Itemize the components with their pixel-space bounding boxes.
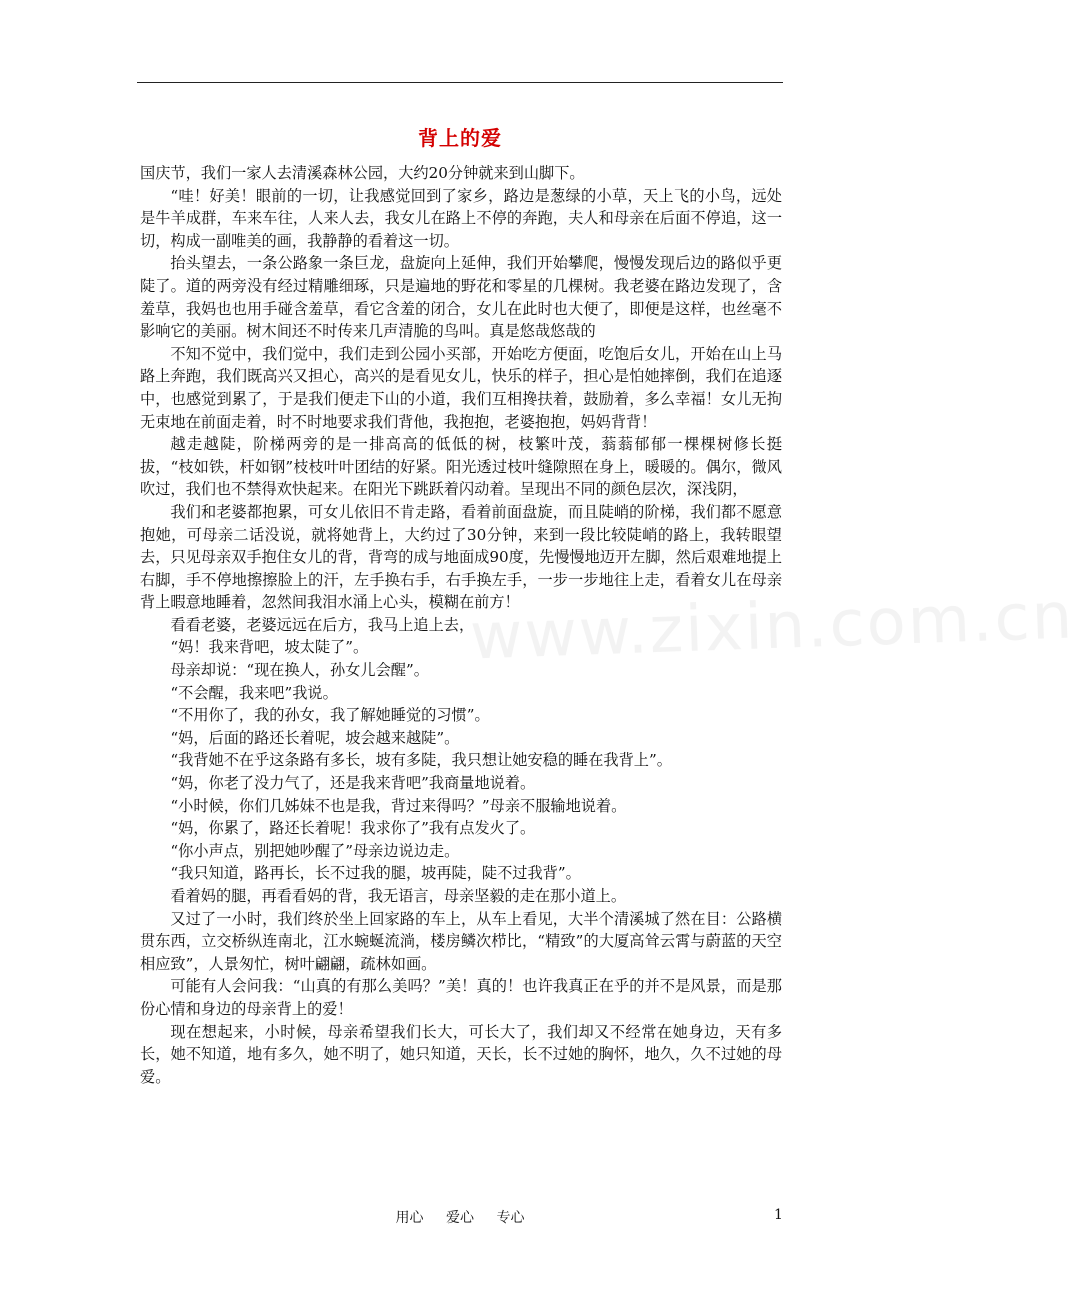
footer-motto: 用心 爱心 专心 (395, 1210, 525, 1226)
paragraph: 可能有人会问我：“山真的有那么美吗？”美！真的！也许我真正在乎的并不是风景，而是那份心情和身边的母亲背上的爱！ (140, 977, 782, 1018)
paragraph: 不知不觉中，我们觉中，我们走到公园小买部，开始吃方便面，吃饱后女儿，开始在山上马路上奔跑，我们既高兴又担心，高兴的是看见女儿，快乐的样子，担心是怕她摔倒，我们在追逐中，也感觉到累了，于是我们便走下山的小道，我们互相搀扶着，鼓励着，多么幸福！女儿无拘无束地在前面走着，时不时地要求我们背他，我抱抱，老婆抱抱，妈妈背背！ (140, 344, 782, 431)
paragraph: “妈，你老了没力气了，还是我来背吧”我商量地说着。 (170, 774, 536, 793)
paragraph: 母亲却说：“现在换人，孙女儿会醒”。 (170, 661, 429, 680)
paragraph: “你小声点，别把她吵醒了”母亲边说边走。 (170, 841, 460, 860)
paragraph: “妈，你累了，路还长着呢！我求你了”我有点发火了。 (170, 819, 536, 838)
paragraph: “我只知道，路再长，长不过我的腿，坡再陡，陡不过我背”。 (170, 864, 581, 883)
paragraph: 越走越陡，阶梯两旁的是一排高高的低低的树，枝繁叶茂，蓊蓊郁郁一棵棵树修长挺拔，“枝如铁，杆如钢”枝枝叶叶团结的好紧。阳光透过枝叶缝隙照在身上，暖暖的。偶尔，微风吹过，我们也不禁得欢快起来。在阳光下跳跃着闪动着。呈现出不同的颜色层次，深浅阴， (140, 435, 782, 499)
paragraph: 现在想起来，小时候，母亲希望我们长大，可长大了，我们却又不经常在她身边，天有多长，她不知道，地有多久，她不明了，她只知道，天长，长不过她的胸怀，地久，久不过她的母爱。 (140, 1022, 782, 1086)
paragraph: 国庆节，我们一家人去清溪森林公园，大约20分钟就来到山脚下。 (140, 164, 585, 182)
watermark: www.zixin.com.cn (468, 579, 1075, 675)
article-body (140, 162, 782, 1088)
paragraph: “哇！好美！眼前的一切，让我感觉回到了家乡，路边是葱绿的小草，天上飞的小鸟，远处是牛羊成群，车来车往，人来人去，我女儿在路上不停的奔跑，夫人和母亲在后面不停追，这一切，构成一副唯美的画，我静静的看着这一切。 (140, 186, 782, 250)
paragraph: 我们和老婆都抱累，可女儿依旧不肯走路，看着前面盘旋，而且陡峭的阶梯，我们都不愿意抱她，可母亲二话没说，就将她背上，大约过了30分钟，来到一段比较陡峭的路上，我转眼望去，只见母亲双手抱住女儿的背，背弯的成与地面成90度，先慢慢地迈开左脚，然后艰难地提上右脚，手不停地擦擦脸上的汗，左手换右手，右手换左手，一步一步地往上走，看着女儿在母亲背上暇意地睡着，忽然间我泪水涌上心头，模糊在前方！ (140, 502, 783, 612)
page-title: 背上的爱 (418, 126, 502, 150)
paragraph: 抬头望去，一条公路象一条巨龙，盘旋向上延伸，我们开始攀爬，慢慢发现后边的路似乎更陡了。道的两旁没有经过精雕细琢，只是遍地的野花和零星的几棵树。我老婆在路边发现了，含羞草，我妈也也用手碰含羞草，看它含羞的闭合，女儿在此时也大便了，即便是这样，也丝毫不影响它的美丽。树木间还不时传来几声清脆的鸟叫。真是悠哉悠哉的 (140, 254, 782, 341)
paragraph: 看看老婆，老婆远远在后方，我马上追上去， (170, 615, 475, 634)
paragraph: “妈，后面的路还长着呢，坡会越来越陡”。 (170, 728, 460, 747)
paragraph: 看着妈的腿，再看看妈的背，我无语言，母亲坚毅的走在那小道上。 (170, 887, 627, 905)
page-number: 1 (774, 1207, 783, 1223)
paragraph: “小时候，你们几姊妹不也是我，背过来得吗？”母亲不服输地说着。 (170, 796, 627, 815)
header-rule (137, 82, 783, 83)
paragraph: “不会醒，我来吧”我说。 (170, 683, 338, 702)
paragraph: 又过了一小时，我们终於坐上回家路的车上，从车上看见，大半个清溪城了然在目：公路横贯东西，立交桥纵连南北，江水蜿蜒流淌，楼房鳞次栉比，“精致”的大厦高耸云霄与蔚蓝的天空相应致”，人景匆忙，树叶翩翩，疏林如画。 (140, 909, 782, 973)
paragraph: “不用你了，我的孙女，我了解她睡觉的习惯”。 (170, 706, 490, 725)
paragraph: “我背她不在乎这条路有多长，坡有多陡，我只想让她安稳的睡在我背上”。 (170, 751, 672, 770)
paragraph: “妈！我来背吧，坡太陡了”。 (170, 638, 369, 657)
